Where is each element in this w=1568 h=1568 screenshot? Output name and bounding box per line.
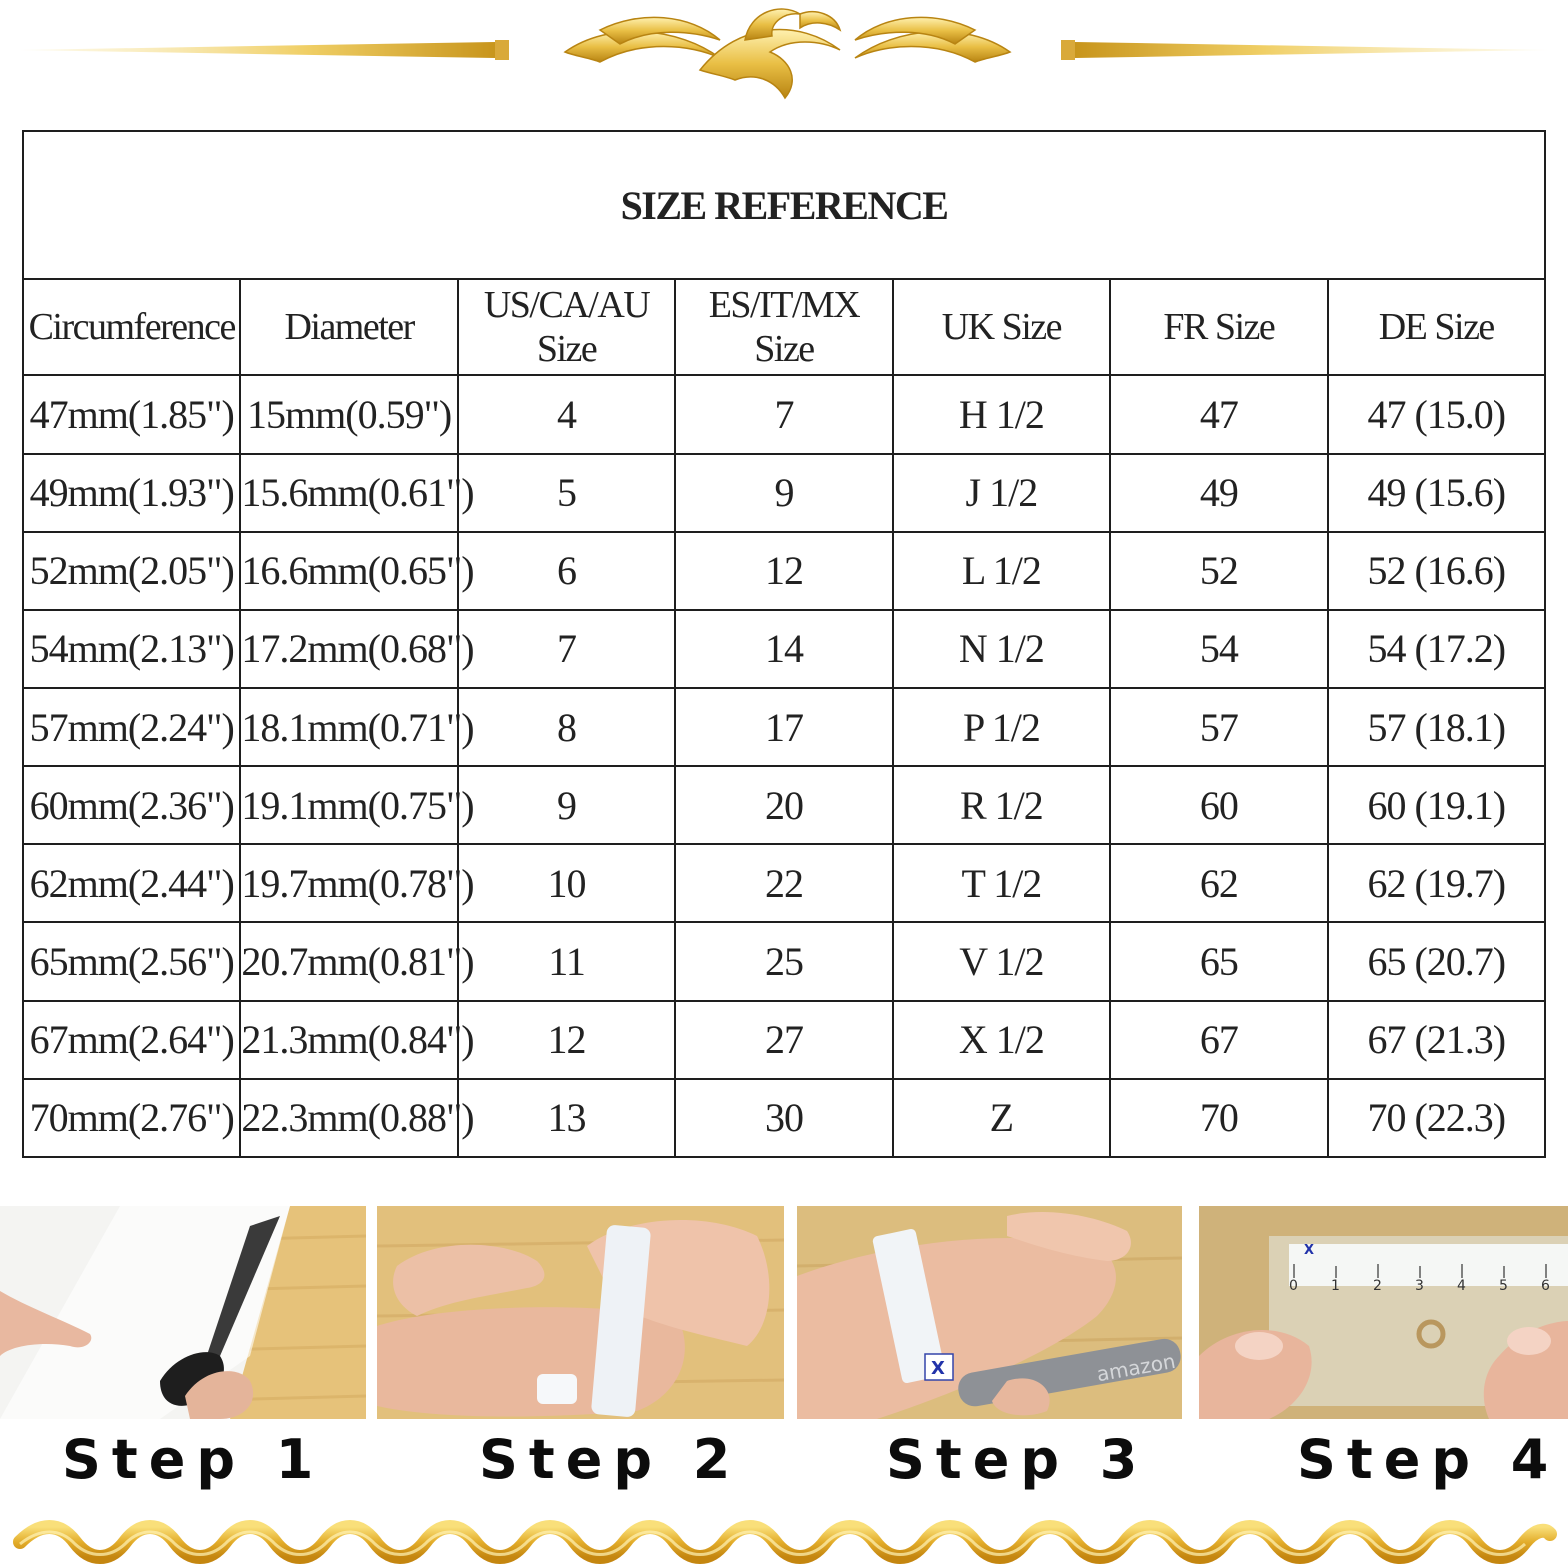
table-row <box>23 688 1545 766</box>
step-4-label: Step 4 <box>1297 1428 1560 1491</box>
table-title: SIZE REFERENCE <box>23 131 1545 279</box>
cell-diameter: 16.6mm(0.65") <box>240 532 457 610</box>
cell-uk-size: Z <box>893 1079 1110 1157</box>
table-row <box>23 766 1545 844</box>
table-title-row <box>23 131 1545 279</box>
ruler-tick-6: 6 <box>1541 1278 1550 1294</box>
cell-fr-size: 57 <box>1110 688 1327 766</box>
cell-de-size: 52 (16.6) <box>1328 532 1545 610</box>
table-row <box>23 922 1545 1000</box>
table-row <box>23 454 1545 532</box>
cell-circumference: 65mm(2.56") <box>23 922 240 1000</box>
pen-brand-text: amazon <box>1094 1348 1178 1387</box>
left-gold-bar <box>20 40 509 60</box>
table-row <box>23 1001 1545 1079</box>
cell-us-size: 10 <box>458 844 675 922</box>
paper-cutting-photo-icon <box>0 1206 366 1419</box>
ruler-measure-photo-icon <box>1199 1206 1568 1419</box>
size-reference-table <box>22 130 1546 1158</box>
ruler-x-mark: X <box>1304 1243 1315 1258</box>
cell-circumference: 67mm(2.64") <box>23 1001 240 1079</box>
cell-fr-size: 49 <box>1110 454 1327 532</box>
cell-fr-size: 70 <box>1110 1079 1327 1157</box>
cell-diameter: 15mm(0.59") <box>240 375 457 453</box>
cell-uk-size: P 1/2 <box>893 688 1110 766</box>
cell-us-size: 7 <box>458 610 675 688</box>
cell-de-size: 60 (19.1) <box>1328 766 1545 844</box>
ruler-tick-1: 1 <box>1331 1278 1340 1294</box>
cell-es-size: 14 <box>675 610 892 688</box>
cell-de-size: 49 (15.6) <box>1328 454 1545 532</box>
cell-fr-size: 52 <box>1110 532 1327 610</box>
cell-de-size: 67 (21.3) <box>1328 1001 1545 1079</box>
bottom-gold-wave-ornament <box>0 1514 1568 1568</box>
cell-es-size: 30 <box>675 1079 892 1157</box>
mark-paper-pen-photo-icon <box>797 1206 1182 1419</box>
cell-es-size: 22 <box>675 844 892 922</box>
cell-circumference: 54mm(2.13") <box>23 610 240 688</box>
cell-de-size: 47 (15.0) <box>1328 375 1545 453</box>
step-3-label: Step 3 <box>886 1428 1149 1491</box>
cell-us-size: 5 <box>458 454 675 532</box>
cell-diameter: 20.7mm(0.81") <box>240 922 457 1000</box>
cell-fr-size: 47 <box>1110 375 1327 453</box>
cell-us-size: 8 <box>458 688 675 766</box>
cell-es-size: 7 <box>675 375 892 453</box>
cell-diameter: 18.1mm(0.71") <box>240 688 457 766</box>
cell-de-size: 62 (19.7) <box>1328 844 1545 922</box>
cell-us-size: 6 <box>458 532 675 610</box>
top-gold-ornament <box>0 0 1568 110</box>
cell-fr-size: 65 <box>1110 922 1327 1000</box>
step-1-label: Step 1 <box>62 1428 325 1491</box>
ruler-tick-3: 3 <box>1415 1278 1424 1294</box>
cell-de-size: 65 (20.7) <box>1328 922 1545 1000</box>
header-fr-size: FR Size <box>1110 279 1327 375</box>
cell-uk-size: L 1/2 <box>893 532 1110 610</box>
cell-uk-size: R 1/2 <box>893 766 1110 844</box>
cell-uk-size: J 1/2 <box>893 454 1110 532</box>
header-diameter: Diameter <box>240 279 457 375</box>
right-gold-bar <box>1061 40 1548 60</box>
step-3-photo <box>797 1206 1182 1419</box>
cell-circumference: 60mm(2.36") <box>23 766 240 844</box>
cell-diameter: 17.2mm(0.68") <box>240 610 457 688</box>
step-4-photo <box>1199 1206 1568 1419</box>
cell-circumference: 47mm(1.85") <box>23 375 240 453</box>
cell-diameter: 21.3mm(0.84") <box>240 1001 457 1079</box>
cell-de-size: 57 (18.1) <box>1328 688 1545 766</box>
cell-uk-size: X 1/2 <box>893 1001 1110 1079</box>
table-header-row <box>23 279 1545 375</box>
cell-diameter: 22.3mm(0.88") <box>240 1079 457 1157</box>
cell-es-size: 27 <box>675 1001 892 1079</box>
cell-diameter: 15.6mm(0.61") <box>240 454 457 532</box>
cell-es-size: 20 <box>675 766 892 844</box>
header-circumference: Circumference <box>23 279 240 375</box>
cell-de-size: 70 (22.3) <box>1328 1079 1545 1157</box>
cell-de-size: 54 (17.2) <box>1328 610 1545 688</box>
paper-wrap-finger-photo-icon <box>377 1206 784 1419</box>
ruler-tick-4: 4 <box>1457 1278 1466 1294</box>
cell-us-size: 12 <box>458 1001 675 1079</box>
header-es-it-mx-size: ES/IT/MX Size <box>675 279 892 375</box>
table-row <box>23 610 1545 688</box>
cell-es-size: 12 <box>675 532 892 610</box>
cell-fr-size: 67 <box>1110 1001 1327 1079</box>
cell-circumference: 52mm(2.05") <box>23 532 240 610</box>
cell-circumference: 49mm(1.93") <box>23 454 240 532</box>
cell-circumference: 70mm(2.76") <box>23 1079 240 1157</box>
cell-diameter: 19.7mm(0.78") <box>240 844 457 922</box>
table-row <box>23 1079 1545 1157</box>
step-2-photo <box>377 1206 784 1419</box>
pen-mark-x: X <box>931 1358 945 1379</box>
header-us-ca-au-size: US/CA/AU Size <box>458 279 675 375</box>
cell-es-size: 25 <box>675 922 892 1000</box>
ruler-tick-2: 2 <box>1373 1278 1382 1294</box>
cell-circumference: 62mm(2.44") <box>23 844 240 922</box>
cell-es-size: 17 <box>675 688 892 766</box>
step-2-label: Step 2 <box>479 1428 742 1491</box>
cell-uk-size: H 1/2 <box>893 375 1110 453</box>
cell-us-size: 9 <box>458 766 675 844</box>
cell-us-size: 13 <box>458 1079 675 1157</box>
ruler-tick-5: 5 <box>1499 1278 1508 1294</box>
cell-fr-size: 54 <box>1110 610 1327 688</box>
center-scroll-ornament <box>565 9 1010 98</box>
cell-us-size: 4 <box>458 375 675 453</box>
cell-es-size: 9 <box>675 454 892 532</box>
cell-uk-size: V 1/2 <box>893 922 1110 1000</box>
table-row <box>23 532 1545 610</box>
cell-fr-size: 60 <box>1110 766 1327 844</box>
cell-fr-size: 62 <box>1110 844 1327 922</box>
table-row <box>23 375 1545 453</box>
cell-circumference: 57mm(2.24") <box>23 688 240 766</box>
cell-us-size: 11 <box>458 922 675 1000</box>
header-uk-size: UK Size <box>893 279 1110 375</box>
cell-uk-size: T 1/2 <box>893 844 1110 922</box>
ruler-tick-0: 0 <box>1289 1278 1298 1294</box>
cell-uk-size: N 1/2 <box>893 610 1110 688</box>
table-row <box>23 844 1545 922</box>
cell-diameter: 19.1mm(0.75") <box>240 766 457 844</box>
header-de-size: DE Size <box>1328 279 1545 375</box>
step-1-photo <box>0 1206 366 1419</box>
